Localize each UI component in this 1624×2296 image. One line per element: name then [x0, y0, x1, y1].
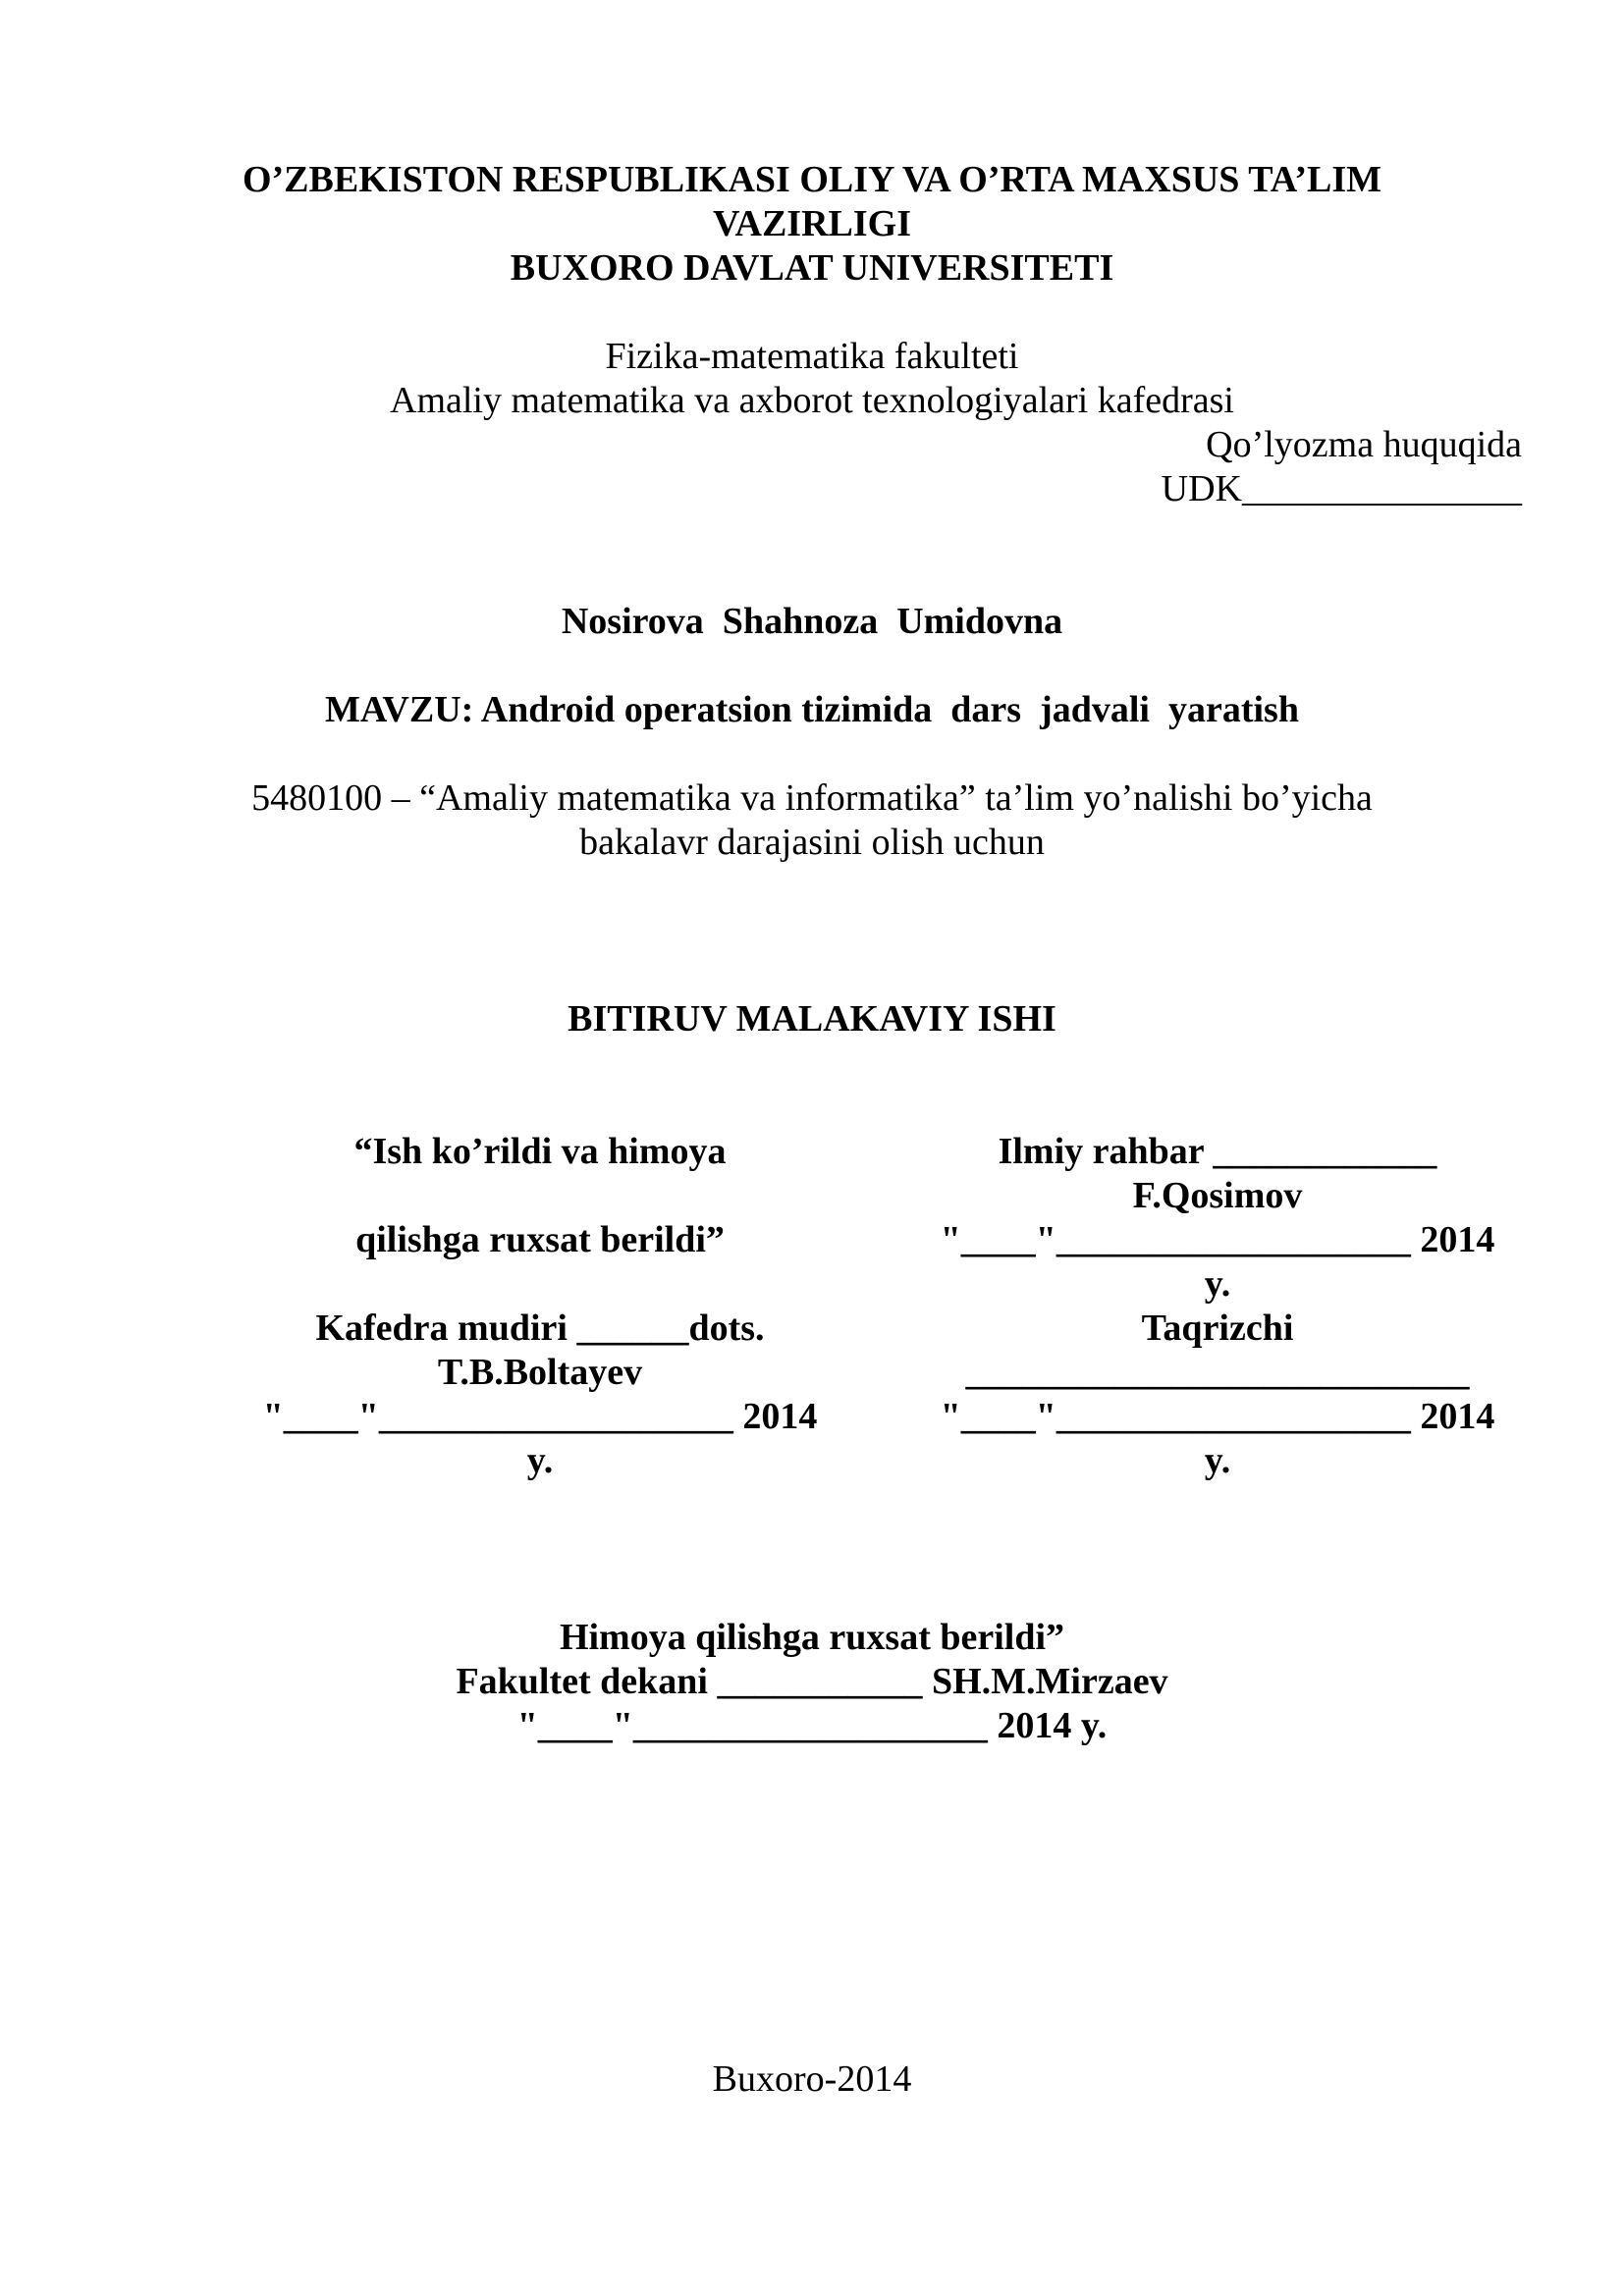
university-name: BUXORO DAVLAT UNIVERSITETI: [510, 247, 1114, 289]
faculty-name: Fizika-matematika fakulteti: [605, 336, 1019, 377]
dean-signature-line: Fakultet dekani ___________ SH.M.Mirzaev: [456, 1661, 1168, 1702]
supervisor-line: Ilmiy rahbar ____________: [998, 1131, 1437, 1172]
department-head-year-suffix: y.: [526, 1440, 554, 1481]
reviewer-signature-blank: ___________________________: [965, 1352, 1470, 1393]
ministry-title-line1: O’ZBEKISTON RESPUBLIKASI OLIY VA O’RTA MAXSUS TA’LIM: [242, 159, 1382, 200]
department-head-date: "____"___________________ 2014: [262, 1396, 818, 1437]
supervisor-year-suffix: y.: [1204, 1263, 1231, 1305]
reviewer-label: Taqrizchi: [1141, 1308, 1294, 1349]
ministry-title-line2: VAZIRLIGI: [712, 203, 912, 244]
specialty-line1: 5480100 – “Amaliy matematika va informatika” ta’lim yo’nalishi bo’yicha: [251, 777, 1373, 819]
specialty-line2: bakalavr darajasini olish uchun: [579, 822, 1045, 863]
udk-field: UDK_______________: [1161, 468, 1522, 509]
supervisor-date: "____"___________________ 2014: [940, 1219, 1495, 1260]
manuscript-rights: Qo’lyozma huquqida: [1206, 424, 1522, 465]
city-year: Buxoro-2014: [712, 2058, 912, 2100]
thesis-topic: MAVZU: Android operatsion tizimida dars jadvali yaratish: [325, 689, 1299, 730]
department-head-line: Kafedra mudiri ______dots.: [315, 1308, 765, 1349]
department-name: Amaliy matematika va axborot texnologiyalari kafedrasi: [390, 380, 1234, 421]
department-head-name: T.B.Boltayev: [437, 1352, 643, 1393]
reviewer-date: "____"___________________ 2014: [940, 1396, 1495, 1437]
approval-line1: “Ish ko’rildi va himoya: [353, 1131, 727, 1172]
work-type: BITIRUV MALAKAVIY ISHI: [568, 998, 1056, 1040]
dean-approval-line: Himoya qilishga ruxsat berildi”: [559, 1617, 1065, 1658]
approval-line2: qilishga ruxsat berildi”: [355, 1219, 725, 1260]
reviewer-year-suffix: y.: [1204, 1440, 1231, 1481]
author-name: Nosirova Shahnoza Umidovna: [561, 601, 1063, 642]
dean-date-line: "____"___________________ 2014 y.: [516, 1705, 1108, 1746]
supervisor-name: F.Qosimov: [1132, 1175, 1303, 1216]
